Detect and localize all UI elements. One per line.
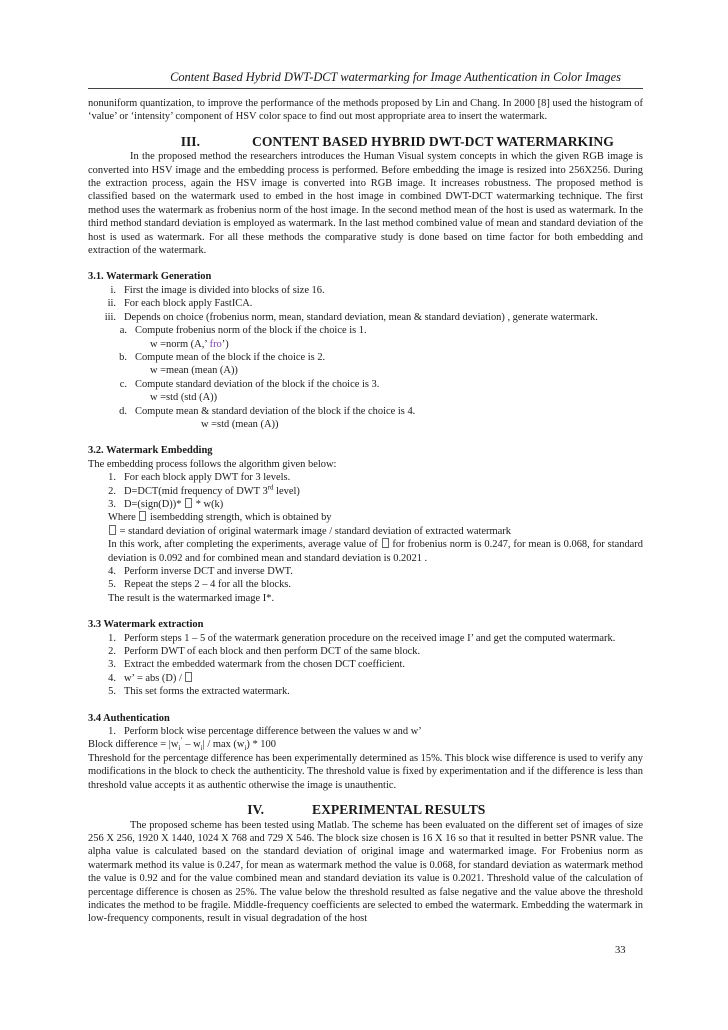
subsection-heading-3-3: 3.3 Watermark extraction	[88, 619, 204, 631]
embedding-intro: The embedding process follows the algorithm given below:	[88, 458, 337, 470]
subsection-heading-3-4: 3.4 Authentication	[88, 712, 170, 724]
section-title: CONTENT BASED HYBRID DWT-DCT WATERMARKING	[252, 133, 614, 149]
page-number: 33	[615, 945, 626, 956]
embedding-result: The result is the watermarked image I*.	[108, 592, 275, 604]
subsection-heading-3-2: 3.2. Watermark Embedding	[88, 445, 213, 457]
alpha-symbol-icon	[139, 511, 146, 521]
alpha-symbol-icon	[382, 538, 389, 548]
block-difference-formula: Block difference = $|w_i^’ - w_i|$ / $\max (w_i) * 100$	[88, 736, 276, 753]
list-item: iii. Depends on choice (frobenius norm, mean, standard deviation, mean & standard deviation) , generate watermark.	[104, 311, 598, 323]
section-number: IV.	[247, 802, 264, 818]
section-heading-4	[88, 803, 643, 816]
list-item: 4. w’ = abs (D) /	[88, 672, 643, 685]
list-item: 1. Perform steps 1 – 5 of the watermark generation procedure on the received image I’ and get the computed watermark.	[108, 632, 616, 644]
where-line: Where isembedding strength, which is obtained by	[108, 512, 332, 524]
list-item: 5. Repeat the steps 2 – 4 for all the blocks.	[108, 579, 291, 591]
list-item: 1. For each block apply DWT for 3 levels.	[108, 472, 291, 484]
list-item: c. Compute standard deviation of the block if the choice is 3.	[119, 378, 380, 390]
authentication-paragraph: Threshold for the percentage difference has been experimentally determined as 15%. This block wise difference is used to verify any modifications in the block to check the authenticity. The threshold value is fixed by experimentation and if the difference is less than threshold value accepts it as authentic otherwise the image is unauthentic.	[88, 752, 643, 791]
list-item: 2. Perform DWT of each block and then perform DCT of the same block.	[108, 646, 421, 658]
list-item: ii. For each block apply FastICA.	[107, 298, 253, 310]
section-title: EXPERIMENTAL RESULTS	[312, 802, 486, 818]
section-number: III.	[180, 133, 200, 149]
list-item: 3. Extract the embedded watermark from the chosen DCT coefficient.	[108, 659, 406, 671]
header-rule	[88, 88, 643, 89]
running-head: Content Based Hybrid DWT-DCT watermarking for Image Authentication in Color Images	[170, 70, 621, 84]
section4-paragraph: The proposed scheme has been tested using Matlab. The scheme has been evaluated on the different set of images of size 256 X 256, 1920 X 1440, 1024 X 768 and 729 X 546. The block size chosen is 16 X 16 so that it resulted in better PSNR value. The alpha value is calculated based on the standard deviation of original image and watermarked image. For Frobenius norm as watermark method its value is 0.247, for mean as watermark method the value is 0.068, for standard deviation as watermark method the value is 0.92 and for the value combined mean and standard deviation its value is 0.2021. Threshold value of the calculation of percentage difference is chosen as 25%. The value below the threshold resulted as false negative and the value above the threshold indicates the method to be fragile. Middle-frequency coefficients are selected to embed the watermark. Embedding the watermark in low-frequency components, result in visual degradation of the host	[88, 819, 643, 925]
list-item: 4. Perform inverse DCT and inverse DWT.	[108, 566, 293, 577]
section3-paragraph: In the proposed method the researchers introduces the Human Visual system concepts in which the given RGB image is converted into HSV image and the embedding process is performed. Before embedding the image is resized into 256X256. During the extraction process, again the HSV image is converted into RGB image. It increases robustness. The proposed method is classified based on the watermark used to embed in the host image in combined DWT-DCT watermarking technique. The first method uses the watermark as frobenius norm of the host image. In the second method mean of the host is used as watermark. In the third method standard deviation is employed as watermark. In the last method combined value of mean and standard deviation of the host is used as watermark. For all these methods the comparative study is done based on time factor for both embedding and extraction of the watermark.	[88, 151, 643, 257]
alpha-symbol-icon	[185, 672, 192, 682]
intro-paragraph: nonuniform quantization, to improve the performance of the methods proposed by Lin and Chang. In 2000 [8] used the histogram of ‘value’ or ‘intensity’ component of HSV color space to find out most appropriate area to insert the watermark.	[88, 98, 643, 123]
equation: w =std (std (A))	[150, 392, 218, 404]
list-item: i. First the image is divided into blocks of size 16.	[110, 284, 325, 296]
equation: w =mean (mean (A))	[150, 365, 238, 377]
list-item: 2. D=DCT(mid frequency of DWT 3rd level)	[108, 483, 300, 497]
list-item: 1. Perform block wise percentage difference between the values w and w’	[108, 726, 422, 738]
body-text	[88, 97, 643, 926]
list-item: d. Compute mean & standard deviation of the block if the choice is 4.	[119, 405, 416, 417]
section-heading-3	[88, 135, 643, 148]
list-item: 3. D=(sign(D))* * w(k)	[108, 498, 224, 510]
list-item: b. Compute mean of the block if the choice is 2.	[119, 351, 326, 363]
subsection-heading-3-1: 3.1. Watermark Generation	[88, 271, 212, 283]
equation: w =std (mean (A))	[201, 418, 279, 430]
list-item: 5. This set forms the extracted watermark.	[108, 686, 290, 698]
generation-steps	[88, 284, 643, 431]
equation: w =norm (A,’ fro’)	[150, 338, 229, 350]
alpha-symbol-icon	[109, 525, 116, 535]
list-item: a. Compute frobenius norm of the block if the choice is 1.	[119, 325, 367, 337]
alpha-definition: = standard deviation of original watermark image / standard deviation of extracted watermark	[88, 525, 643, 538]
extraction-steps	[88, 632, 643, 699]
alpha-values: In this work, after completing the experiments, average value of for frobenius norm is 0.247, for mean is 0.068, for standard deviation is 0.092 and for combined mean and standard deviation is 0.2021 .	[108, 539, 643, 564]
alpha-symbol-icon	[185, 498, 192, 508]
embedding-steps	[88, 471, 643, 605]
